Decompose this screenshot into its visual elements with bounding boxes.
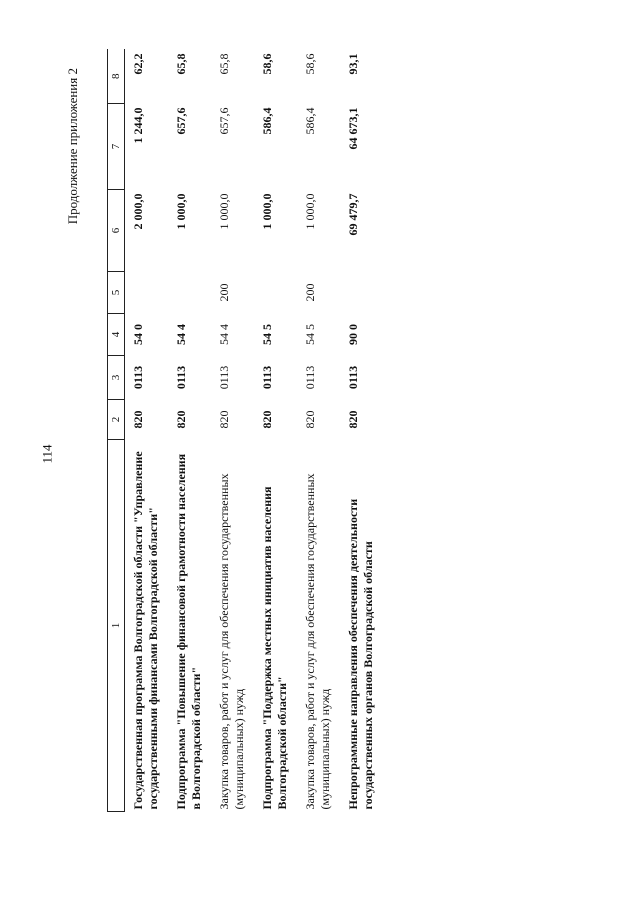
row-name-cell: Непрограммные направления обеспечения деятельности государственных органов Волгоградской области [346,498,375,810]
appendix-table [107,50,383,813]
cell-col-4: 54 0 [131,324,145,345]
cell-col-7: 1 244,0 [131,107,145,144]
row-name-cell: Государственная программа Волгоградской области "Управление государственными финансами Волгоградской области" [131,451,160,810]
cell-col-6: 1 000,0 [303,193,317,230]
cell-col-5 [254,272,297,314]
column-header-1: 1 [108,440,125,812]
header-row [108,50,125,812]
cell-col-7: 586,4 [303,107,317,135]
cell-col-6: 1 000,0 [174,193,188,230]
table-row [125,50,169,812]
table-row [340,50,383,812]
cell-col-7: 657,6 [174,107,188,135]
page-number: 114 [39,444,55,464]
cell-col-3: 0113 [217,365,231,390]
column-header-7: 7 [108,104,125,190]
cell-col-3: 0113 [174,365,188,390]
cell-col-8: 58,6 [260,53,274,75]
cell-col-6: 1 000,0 [260,193,274,230]
cell-col-8: 93,1 [346,53,360,75]
table-row [254,50,297,812]
cell-col-5 [125,272,169,314]
row-name-cell: Закупка товаров, работ и услуг для обеспечения государственных (муниципальных) нужд [303,473,332,810]
cell-col-6: 2 000,0 [131,193,145,230]
cell-col-3: 0113 [303,365,317,390]
cell-col-3: 0113 [346,365,360,390]
cell-col-7: 64 673,1 [346,107,360,150]
cell-col-6: 69 479,7 [346,193,360,236]
cell-col-3: 0113 [131,365,145,390]
cell-col-4: 54 5 [260,324,274,345]
cell-col-8: 65,8 [217,53,231,75]
cell-col-2: 820 [131,410,145,429]
cell-col-4: 54 4 [217,324,231,345]
row-name-cell: Закупка товаров, работ и услуг для обеспечения государственных (муниципальных) нужд [217,473,246,810]
cell-col-2: 820 [346,410,360,429]
cell-col-6: 1 000,0 [217,193,231,230]
column-header-8: 8 [108,50,125,104]
cell-col-4: 54 5 [303,324,317,345]
cell-col-2: 820 [217,410,231,429]
table-row [297,50,340,812]
column-header-5: 5 [108,272,125,314]
cell-col-8: 62,2 [131,53,145,75]
cell-col-2: 820 [174,410,188,429]
column-header-3: 3 [108,356,125,400]
table-row [168,50,211,812]
cell-col-7: 657,6 [217,107,231,135]
cell-col-2: 820 [260,410,274,429]
cell-col-5 [168,272,211,314]
cell-col-8: 58,6 [303,53,317,75]
row-name-cell: Подпрограмма "Повышение финансовой грамотности населения в Волгоградской области" [174,453,203,810]
cell-col-7: 586,4 [260,107,274,135]
row-name-cell: Подпрограмма "Поддержка местных инициатив населения Волгоградской области" [260,486,289,810]
cell-col-3: 0113 [260,365,274,390]
table-body [125,50,384,812]
column-header-2: 2 [108,400,125,440]
cell-col-4: 54 4 [174,324,188,345]
column-header-4: 4 [108,314,125,356]
cell-col-4: 90 0 [346,324,360,345]
continuation-note: Продолжение приложения 2 [65,68,80,225]
cell-col-5 [340,272,383,314]
cell-col-5: 200 [217,283,231,302]
table-row [211,50,254,812]
table-rotated-container [100,10,640,880]
column-header-6: 6 [108,190,125,272]
cell-col-5: 200 [303,283,317,302]
cell-col-8: 65,8 [174,53,188,75]
cell-col-2: 820 [303,410,317,429]
